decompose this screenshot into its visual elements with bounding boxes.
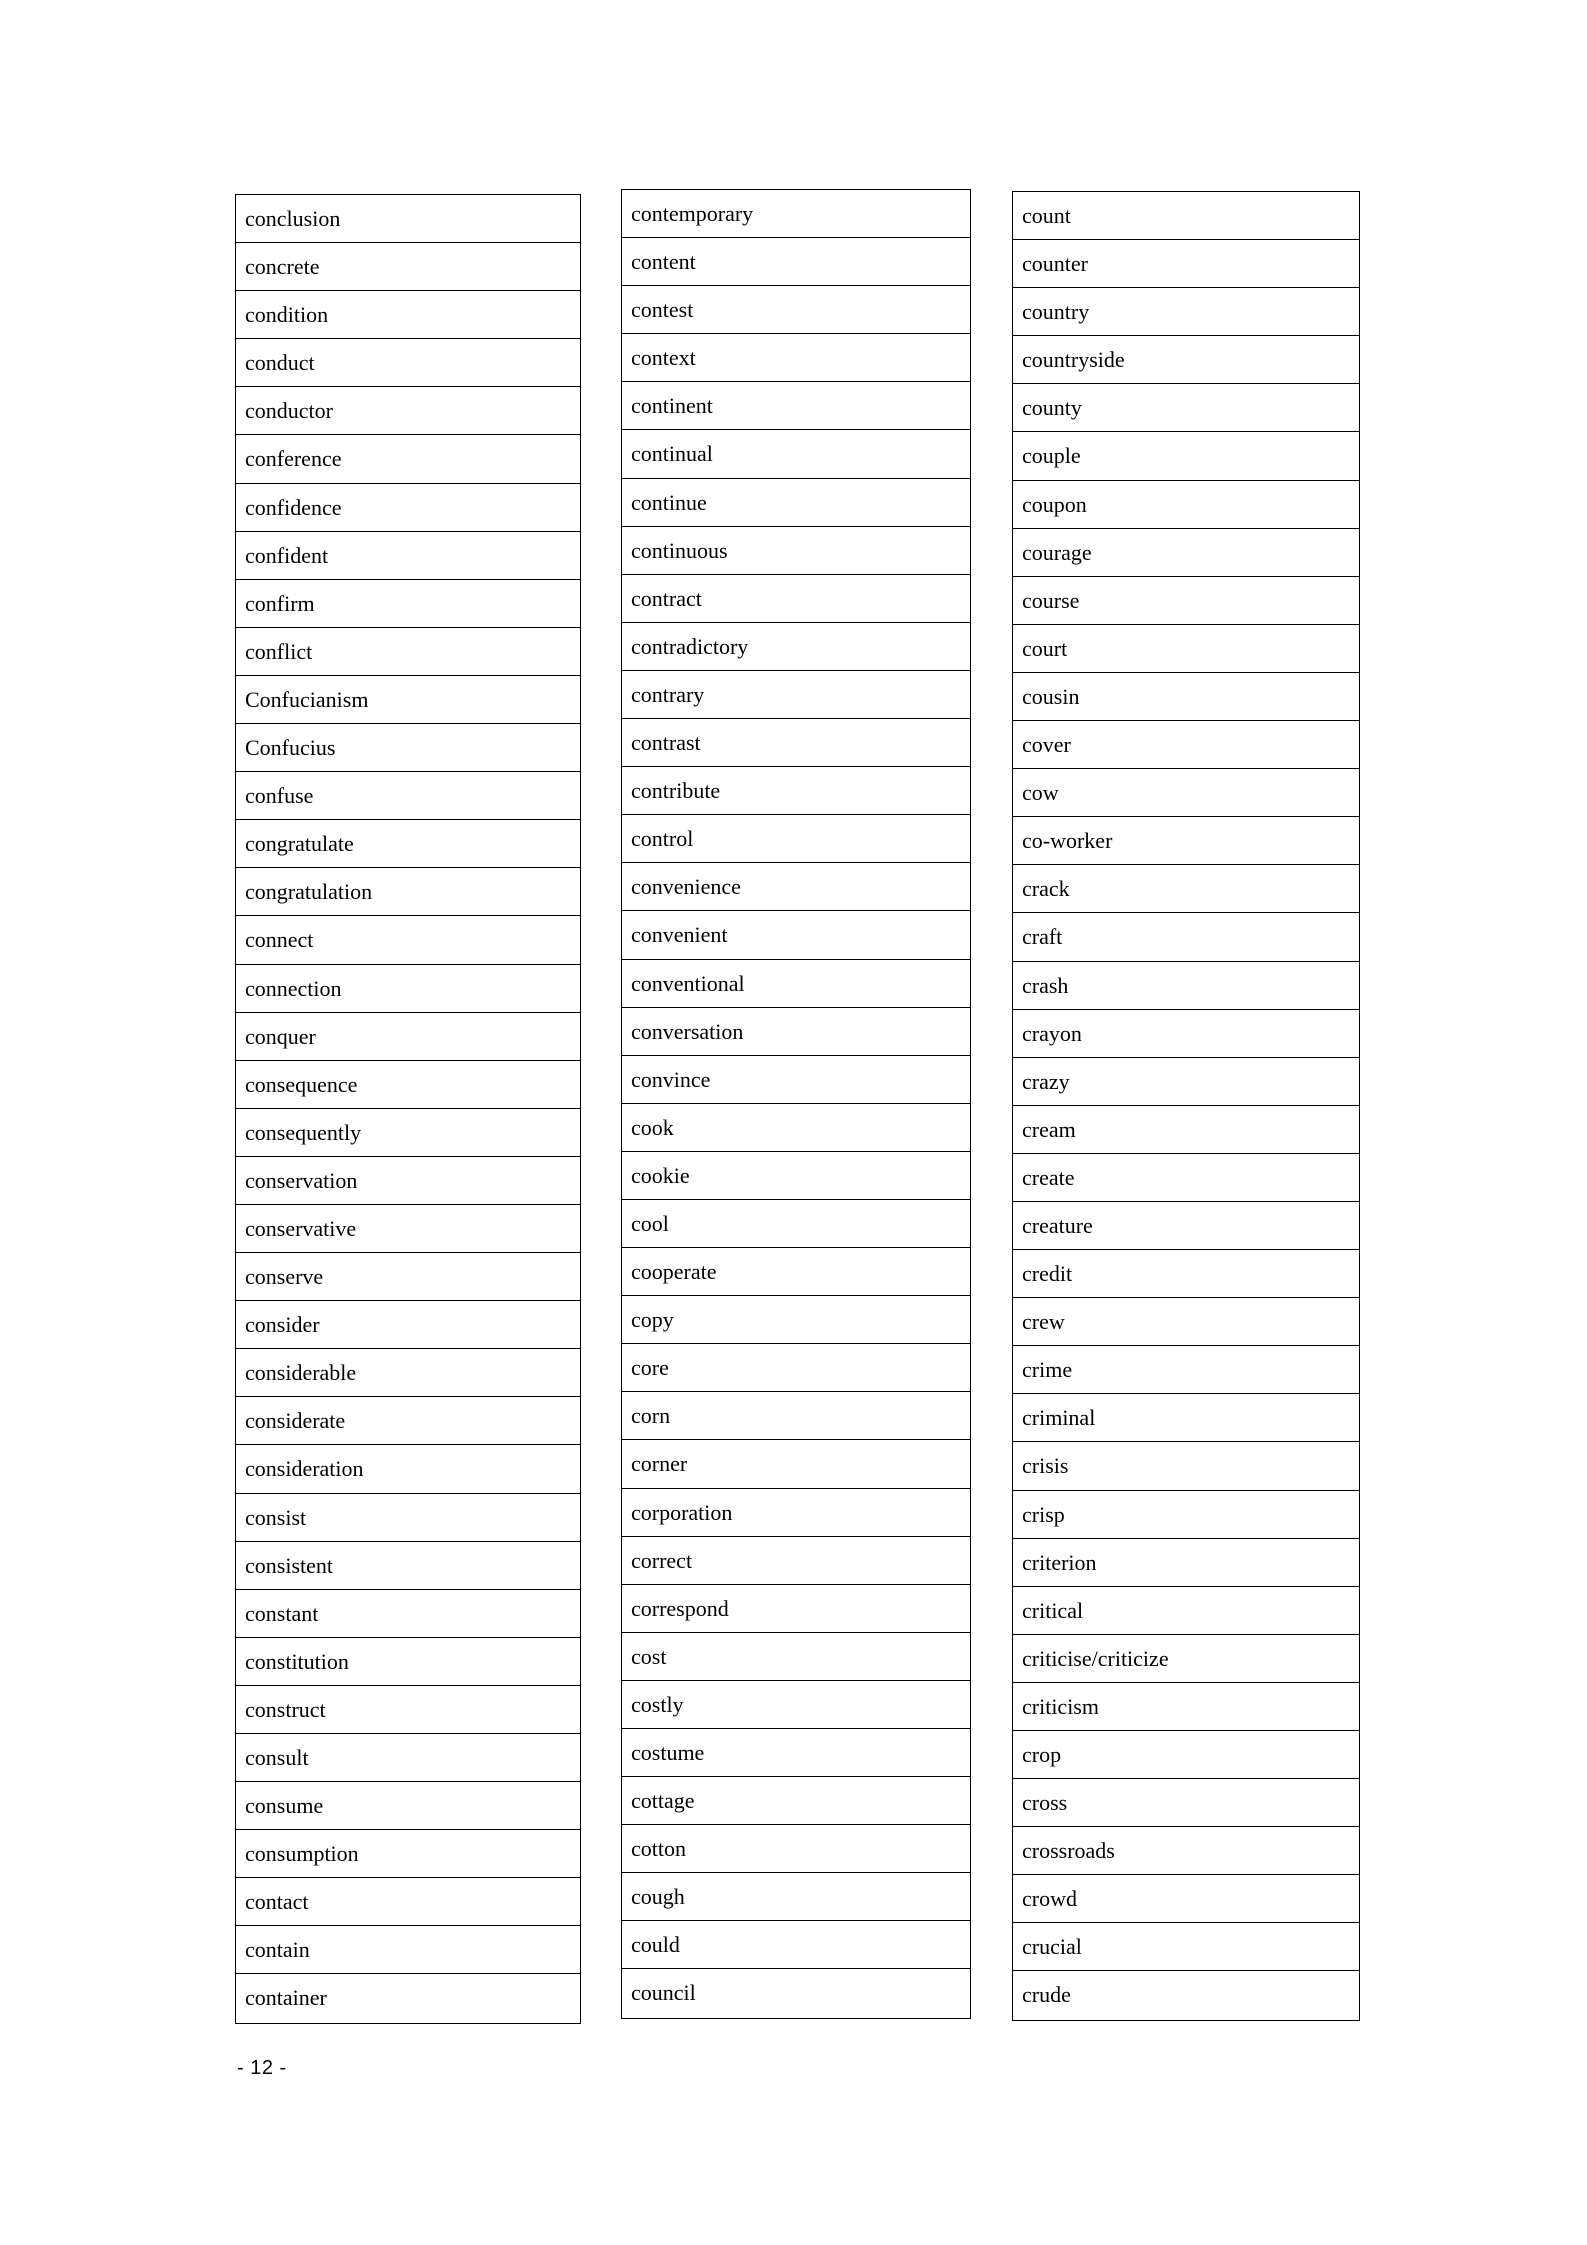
word-cell <box>622 911 970 959</box>
word-label: cough <box>631 1884 685 1910</box>
word-cell <box>236 484 580 532</box>
word-label: condition <box>245 302 329 328</box>
word-label: cream <box>1022 1116 1076 1142</box>
word-label: contrary <box>631 681 705 707</box>
word-cell <box>622 1729 970 1777</box>
word-cell <box>236 387 580 435</box>
word-cell <box>1013 1635 1359 1683</box>
word-cell <box>236 676 580 724</box>
word-cell <box>1013 240 1359 288</box>
word-label: conduct <box>245 350 315 376</box>
word-label: county <box>1022 395 1082 421</box>
word-label: constitution <box>245 1648 349 1674</box>
word-cell <box>1013 1587 1359 1635</box>
word-cell <box>236 532 580 580</box>
word-cell <box>236 1974 580 2022</box>
word-label: contact <box>245 1889 309 1915</box>
word-cell <box>622 1969 970 2017</box>
word-label: conservative <box>245 1215 357 1241</box>
word-label: crucial <box>1022 1934 1082 1960</box>
word-cell <box>622 1489 970 1537</box>
word-cell <box>236 1782 580 1830</box>
word-cell <box>622 671 970 719</box>
word-label: couple <box>1022 443 1081 469</box>
word-label: consult <box>245 1745 309 1770</box>
word-label: conventional <box>631 970 745 996</box>
word-cell <box>1013 1971 1359 2019</box>
word-label: contrast <box>631 730 701 756</box>
word-label: contribute <box>631 778 721 804</box>
word-cell <box>236 724 580 772</box>
word-label: contain <box>245 1937 310 1963</box>
word-label: crazy <box>1022 1068 1070 1094</box>
word-cell <box>236 1686 580 1734</box>
word-cell <box>622 527 970 575</box>
word-label: conductor <box>245 398 333 424</box>
word-cell <box>622 238 970 286</box>
word-cell <box>236 1253 580 1301</box>
word-label: course <box>1022 587 1080 613</box>
word-label: create <box>1022 1164 1075 1190</box>
word-label: correspond <box>631 1595 729 1621</box>
word-cell <box>1013 1875 1359 1923</box>
word-cell <box>236 965 580 1013</box>
word-label: cousin <box>1022 683 1080 709</box>
word-cell <box>236 916 580 964</box>
word-cell <box>236 291 580 339</box>
word-cell <box>1013 1923 1359 1971</box>
word-label: conflict <box>245 638 313 664</box>
word-label: core <box>631 1355 669 1381</box>
word-cell <box>1013 1779 1359 1827</box>
word-cell <box>622 1008 970 1056</box>
word-label: consequently <box>245 1119 362 1145</box>
word-label: critical <box>1022 1597 1084 1623</box>
word-label: crowd <box>1022 1886 1077 1912</box>
word-label: confuse <box>245 783 314 809</box>
word-cell <box>1013 721 1359 769</box>
word-cell <box>1013 1539 1359 1587</box>
word-cell <box>1013 432 1359 480</box>
word-label: crop <box>1022 1742 1062 1767</box>
word-label: crisp <box>1022 1501 1065 1527</box>
word-label: conquer <box>245 1023 316 1049</box>
word-label: contradictory <box>631 633 749 659</box>
word-label: corporation <box>631 1499 733 1525</box>
word-cell <box>236 1157 580 1205</box>
word-cell <box>1013 865 1359 913</box>
word-label: continuous <box>631 537 728 563</box>
word-label: constant <box>245 1600 319 1626</box>
word-label: connection <box>245 975 342 1001</box>
word-label: cow <box>1022 780 1059 806</box>
word-label: country <box>1022 299 1090 325</box>
word-cell <box>236 1061 580 1109</box>
word-cell <box>236 339 580 387</box>
word-label: creature <box>1022 1212 1093 1238</box>
word-label: cook <box>631 1114 674 1140</box>
word-label: criticise/criticize <box>1022 1645 1169 1671</box>
word-label: connect <box>245 927 314 953</box>
word-cell <box>236 1109 580 1157</box>
word-cell <box>622 1777 970 1825</box>
word-label: confirm <box>245 590 315 616</box>
word-label: considerable <box>245 1360 357 1386</box>
word-label: continue <box>631 489 707 515</box>
word-label: crayon <box>1022 1020 1082 1046</box>
word-label: container <box>245 1985 327 2011</box>
word-cell <box>1013 1394 1359 1442</box>
word-cell <box>236 1590 580 1638</box>
word-label: costly <box>631 1691 684 1717</box>
word-label: costume <box>631 1740 705 1765</box>
word-cell <box>236 1013 580 1061</box>
word-cell <box>622 1248 970 1296</box>
word-cell <box>236 1638 580 1686</box>
word-label: conserve <box>245 1264 324 1290</box>
word-label: context <box>631 345 696 371</box>
word-label: cooperate <box>631 1259 717 1285</box>
word-cell <box>1013 288 1359 336</box>
word-cell <box>236 195 580 243</box>
word-label: consistent <box>245 1552 333 1578</box>
word-cell <box>1013 529 1359 577</box>
word-cell <box>236 1349 580 1397</box>
word-label: Confucius <box>245 735 336 761</box>
word-cell <box>236 1926 580 1974</box>
word-cell <box>622 1585 970 1633</box>
word-cell <box>1013 1202 1359 1250</box>
word-cell <box>622 479 970 527</box>
word-cell <box>622 767 970 815</box>
word-label: consider <box>245 1312 320 1338</box>
word-cell <box>622 815 970 863</box>
word-cell <box>622 1921 970 1969</box>
word-cell <box>1013 1106 1359 1154</box>
word-label: countryside <box>1022 347 1125 373</box>
word-cell <box>1013 481 1359 529</box>
word-cell <box>1013 192 1359 240</box>
word-cell <box>236 1397 580 1445</box>
word-label: crisis <box>1022 1453 1069 1479</box>
word-cell <box>1013 1154 1359 1202</box>
word-cell <box>236 628 580 676</box>
word-cell <box>236 1494 580 1542</box>
word-label: crossroads <box>1022 1838 1115 1864</box>
word-cell <box>236 1301 580 1349</box>
word-cell <box>236 1445 580 1493</box>
word-label: co-worker <box>1022 828 1113 854</box>
word-cell <box>622 1056 970 1104</box>
word-label: courage <box>1022 539 1092 565</box>
word-cell <box>236 1734 580 1782</box>
word-cell <box>1013 1346 1359 1394</box>
word-label: confident <box>245 542 329 568</box>
word-label: counter <box>1022 251 1088 277</box>
word-label: continent <box>631 393 713 419</box>
word-cell <box>236 1878 580 1926</box>
word-label: crude <box>1022 1982 1071 2008</box>
word-cell <box>622 1825 970 1873</box>
word-label: concrete <box>245 254 320 280</box>
word-cell <box>1013 1058 1359 1106</box>
word-label: conclusion <box>245 206 341 231</box>
word-label: count <box>1022 203 1071 228</box>
word-label: congratulate <box>245 831 354 857</box>
word-label: corn <box>631 1403 671 1429</box>
word-label: consumption <box>245 1841 359 1867</box>
word-label: cost <box>631 1643 667 1669</box>
word-cell <box>236 772 580 820</box>
word-label: content <box>631 249 696 275</box>
word-cell <box>236 1205 580 1253</box>
word-label: craft <box>1022 924 1063 950</box>
word-label: convenience <box>631 874 741 900</box>
word-cell <box>1013 577 1359 625</box>
word-cell <box>622 863 970 911</box>
word-cell <box>622 190 970 238</box>
word-cell <box>622 1537 970 1585</box>
word-label: contract <box>631 585 702 611</box>
word-label: convince <box>631 1066 711 1092</box>
word-cell <box>1013 962 1359 1010</box>
word-label: consequence <box>245 1071 358 1097</box>
word-cell <box>622 960 970 1008</box>
word-label: cottage <box>631 1788 695 1814</box>
word-label: confidence <box>245 494 342 520</box>
word-cell <box>622 1440 970 1488</box>
word-label: conference <box>245 446 342 472</box>
word-label: cotton <box>631 1836 686 1862</box>
word-cell <box>622 1633 970 1681</box>
word-table-middle <box>621 189 971 2019</box>
word-cell <box>622 1200 970 1248</box>
word-label: corner <box>631 1451 688 1477</box>
word-label: contest <box>631 297 694 323</box>
word-cell <box>1013 1442 1359 1490</box>
word-cell <box>622 286 970 334</box>
word-label: contemporary <box>631 201 754 226</box>
word-label: criticism <box>1022 1693 1099 1719</box>
word-cell <box>622 382 970 430</box>
word-cell <box>622 1296 970 1344</box>
word-cell <box>1013 913 1359 961</box>
word-cell <box>1013 817 1359 865</box>
word-label: crash <box>1022 972 1069 998</box>
word-label: considerate <box>245 1408 346 1434</box>
word-label: cool <box>631 1210 669 1236</box>
word-label: criminal <box>1022 1405 1096 1431</box>
word-cell <box>622 1104 970 1152</box>
word-label: could <box>631 1932 680 1958</box>
word-label: cookie <box>631 1162 690 1188</box>
word-cell <box>236 1542 580 1590</box>
word-label: Confucianism <box>245 686 369 712</box>
word-label: convenient <box>631 922 728 948</box>
word-label: correct <box>631 1547 693 1573</box>
word-cell <box>1013 1491 1359 1539</box>
word-cell <box>622 575 970 623</box>
page-number: - 12 - <box>237 2057 287 2079</box>
word-label: court <box>1022 635 1068 661</box>
word-cell <box>1013 1683 1359 1731</box>
word-cell <box>1013 769 1359 817</box>
word-cell <box>1013 673 1359 721</box>
word-label: cross <box>1022 1790 1068 1816</box>
word-cell <box>1013 384 1359 432</box>
word-label: cover <box>1022 732 1071 758</box>
word-label: congratulation <box>245 879 373 905</box>
word-label: crime <box>1022 1357 1073 1383</box>
word-table-right <box>1012 191 1360 2021</box>
word-cell <box>1013 336 1359 384</box>
word-cell <box>1013 625 1359 673</box>
word-cell <box>622 1152 970 1200</box>
word-cell <box>622 719 970 767</box>
word-cell <box>236 1830 580 1878</box>
word-label: construct <box>245 1696 326 1722</box>
word-label: coupon <box>1022 491 1087 517</box>
word-label: copy <box>631 1307 674 1333</box>
word-label: crack <box>1022 876 1070 902</box>
word-label: consume <box>245 1793 324 1819</box>
word-label: credit <box>1022 1261 1073 1287</box>
word-cell <box>1013 1298 1359 1346</box>
word-label: conservation <box>245 1167 358 1193</box>
word-cell <box>1013 1250 1359 1298</box>
word-cell <box>236 435 580 483</box>
word-cell <box>236 820 580 868</box>
word-cell <box>622 430 970 478</box>
word-cell <box>622 1681 970 1729</box>
word-cell <box>236 868 580 916</box>
word-label: crew <box>1022 1309 1065 1335</box>
word-cell <box>622 623 970 671</box>
word-cell <box>622 1873 970 1921</box>
word-cell <box>1013 1010 1359 1058</box>
word-cell <box>1013 1731 1359 1779</box>
word-label: consist <box>245 1504 307 1530</box>
word-cell <box>622 334 970 382</box>
word-cell <box>622 1344 970 1392</box>
word-label: council <box>631 1980 696 2006</box>
word-table-left <box>235 194 581 2024</box>
word-label: consideration <box>245 1456 364 1482</box>
word-label: criterion <box>1022 1549 1097 1575</box>
word-label: continual <box>631 441 713 467</box>
word-cell <box>622 1392 970 1440</box>
word-cell <box>1013 1827 1359 1875</box>
word-label: conversation <box>631 1018 744 1044</box>
word-label: control <box>631 826 694 852</box>
word-cell <box>236 580 580 628</box>
word-cell <box>236 243 580 291</box>
